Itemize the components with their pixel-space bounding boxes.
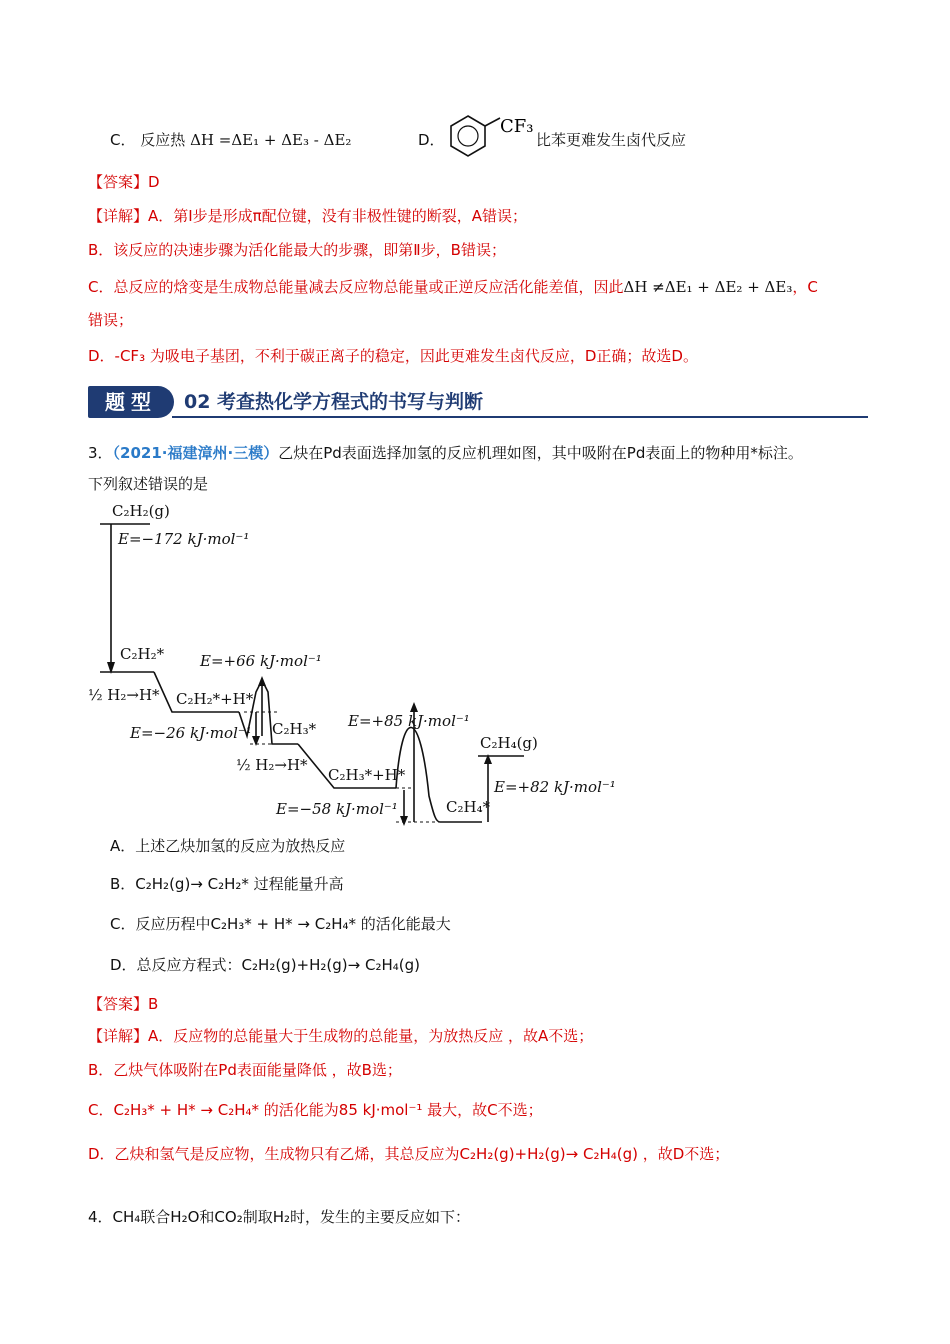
q3-stem-line1	[88, 443, 803, 463]
q2-detail-b: B．该反应的决速步骤为活化能最大的步骤，即第Ⅱ步，B错误；	[88, 241, 506, 259]
label-h2-2: ½ H₂→H*	[236, 756, 308, 774]
label-c2h2-ads: C₂H₂*	[120, 645, 165, 663]
label-e1: E=−172 kJ·mol⁻¹	[118, 530, 250, 548]
q2-detail-c	[88, 277, 818, 297]
section-banner	[88, 382, 868, 422]
label-c2h2-gas: C₂H₂(g)	[112, 502, 170, 520]
q3-option-c: C．反应历程中C₂H₃* + H* → C₂H₄* 的活化能最大	[110, 915, 451, 933]
question-source: （2021·福建漳州·三模）	[112, 444, 279, 462]
q3-option-a: A．上述乙炔加氢的反应为放热反应	[110, 837, 346, 855]
q2-detail-c-end: 错误；	[88, 311, 134, 329]
q3-detail-c: C．C₂H₃* + H* → C₂H₄* 的活化能为85 kJ·mol⁻¹ 最大，故C不选；	[88, 1101, 543, 1119]
label-e6: E=+82 kJ·mol⁻¹	[494, 778, 616, 796]
q3-option-d: D．总反应方程式：C₂H₂(g)+H₂(g)→ C₂H₄(g)	[110, 956, 420, 974]
label-h2-1: ½ H₂→H*	[88, 686, 160, 704]
q4-stem: 4．CH₄联合H₂O和CO₂制取H₂时，发生的主要反应如下：	[88, 1208, 470, 1226]
q2-option-c	[110, 130, 351, 150]
option-text: 反应热	[140, 131, 186, 149]
q3-detail-a: 【详解】A．反应物的总能量大于生成物的总能量，为放热反应 ，故A不选；	[88, 1027, 594, 1045]
question-number: 3．	[88, 444, 113, 462]
label-e2: E=+66 kJ·mol⁻¹	[200, 652, 322, 670]
section-title: 02 考查热化学方程式的书写与判断	[184, 391, 484, 413]
question-stem: 乙炔在Pd表面选择加氢的反应机理如图，其中吸附在Pd表面上的物种用*标注。	[278, 444, 803, 462]
section-badge: 题型	[88, 386, 174, 418]
q2-option-d-label: D．	[418, 131, 445, 149]
label-e4: E=+85 kJ·mol⁻¹	[348, 712, 470, 730]
option-label: C．	[110, 131, 136, 149]
cf3-label: CF₃	[500, 116, 534, 137]
label-c2h3-ads-h: C₂H₃*+H*	[328, 766, 406, 784]
label-c2h4-gas: C₂H₄(g)	[480, 734, 538, 752]
q3-answer: 【答案】B	[88, 995, 159, 1013]
q2-option-d-text: 比苯更难发生卤代反应	[536, 131, 687, 149]
section-rule	[172, 416, 868, 418]
formula: ΔH ≠ΔE₁ + ΔE₂ + ΔE₃	[623, 278, 793, 296]
q3-detail-b: B．乙炔气体吸附在Pd表面能量降低 ，故B选；	[88, 1061, 402, 1079]
formula: ΔH =ΔE₁ + ΔE₃ - ΔE₂	[190, 131, 352, 149]
q2-answer: 【答案】D	[88, 173, 160, 191]
q3-detail-d: D．乙炔和氢气是反应物，生成物只有乙烯，其总反应为C₂H₂(g)+H₂(g)→ C₂H₄(g) ，故D不选；	[88, 1145, 730, 1163]
label-c2h3-ads: C₂H₃*	[272, 720, 317, 738]
q2-detail-a: 【详解】A．第Ⅰ步是形成π配位键，没有非极性键的断裂，A错误；	[88, 207, 527, 225]
label-c2h2-ads-h: C₂H₂*+H*	[176, 690, 254, 708]
label-c2h4-ads: C₂H₄*	[446, 798, 491, 816]
benzene-cf3-structure	[440, 114, 550, 158]
q3-stem-line2: 下列叙述错误的是	[88, 475, 209, 493]
energy-profile-diagram	[84, 496, 624, 832]
label-e5: E=−58 kJ·mol⁻¹	[276, 800, 398, 818]
detail-text: C．总反应的焓变是生成物总能量减去反应物总能量或正逆反应活化能差值，因此	[88, 278, 624, 296]
q2-detail-d: D．-CF₃ 为吸电子基团，不利于碳正离子的稳定，因此更难发生卤代反应，D正确；故选D。	[88, 347, 698, 365]
q3-option-b: B．C₂H₂(g)→ C₂H₂* 过程能量升高	[110, 875, 344, 893]
label-e3: E=−26 kJ·mol⁻¹	[130, 724, 252, 742]
detail-text-tail: ，C	[792, 278, 818, 296]
